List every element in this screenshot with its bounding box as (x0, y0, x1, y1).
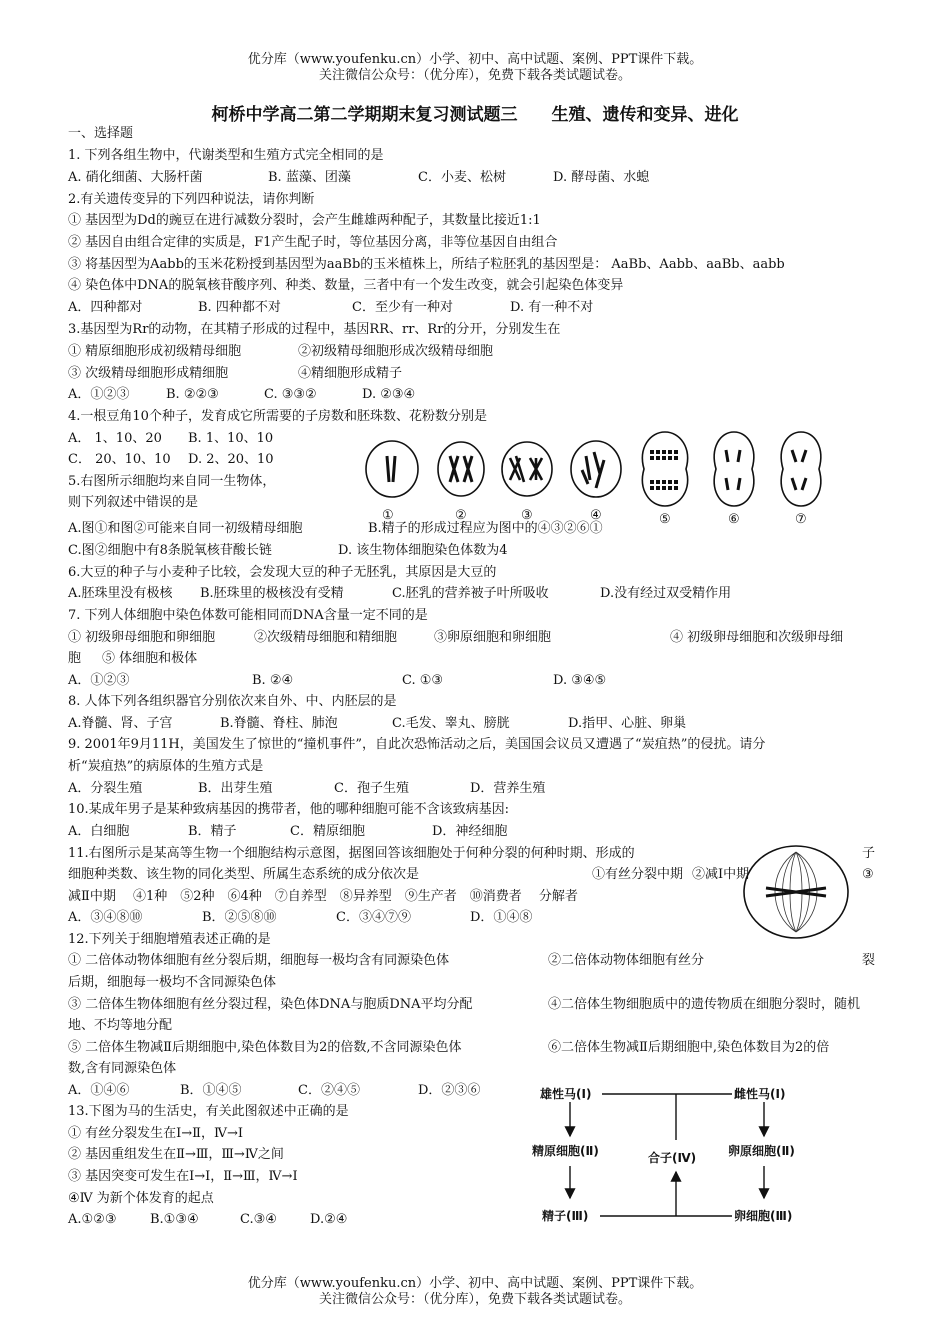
q7-statement-4-cont: 胞 (68, 651, 82, 666)
q2-option-d: D. 有一种不对 (510, 300, 594, 315)
q7-option-d: D. ③④⑤ (553, 673, 607, 688)
page-title (0, 100, 950, 125)
q11-option-c: C．③④⑦⑨ (336, 910, 411, 925)
q2-statement-4: ④ 染色体中DNA的脱氧核苷酸序列、种类、数量，三者中有一个发生改变，就会引起染色体变异 (68, 278, 624, 293)
q11-line-3: 减Ⅱ中期 ④1种 ⑤2种 ⑥4种 ⑦自养型 ⑧异养型 ⑨生产者 ⑩消费者 分解者 (68, 889, 578, 904)
q12-statement-6: ⑥二倍体生物减Ⅱ后期细胞中,染色体数目为2的倍 (548, 1040, 830, 1055)
q12-statement-2-cont: 后期，细胞每一极均不含同源染色体 (68, 975, 277, 990)
q13-statement-3: ③ 基因突变可发生在Ⅰ→Ⅰ，Ⅱ→Ⅲ，Ⅳ→Ⅰ (68, 1169, 298, 1184)
q10-option-d: D．神经细胞 (432, 824, 508, 839)
q9-stem-2: 析“炭疽热”的病原体的生殖方式是 (68, 759, 264, 774)
q13-option-b: B.①③④ (150, 1212, 199, 1227)
q12-stem: 12.下列关于细胞增殖表述正确的是 (68, 932, 271, 947)
q11-stem-1-end: 子 (862, 846, 876, 861)
q12-statement-4-cont: 地、不均等地分配 (68, 1018, 173, 1033)
q11-stem-2: 细胞种类数、该生物的同化类型、所属生态系统的成分依次是 (68, 867, 420, 882)
q5-cell-1 (366, 441, 418, 497)
q12-option-b: B．①④⑤ (180, 1083, 242, 1098)
q13-option-c: C.③④ (240, 1212, 277, 1227)
q1-option-a: A. 硝化细菌、大肠杆菌 (68, 170, 203, 185)
q5-stem-1: 5.右图所示细胞均来自同一生物体， (68, 474, 276, 489)
q2-option-c: C．至少有一种对 (352, 300, 453, 315)
q5-cell-4 (571, 441, 621, 497)
q13-male-horse: 雄性马(Ⅰ) (540, 1087, 592, 1101)
q1-option-b: B. 蓝藻、团藻 (268, 170, 351, 185)
q11-stem-1: 11.右图所示是某高等生物一个细胞结构示意图，据图回答该细胞处于何种分裂的何种时期、形成的 (68, 846, 635, 861)
q2-statement-2: ② 基因自由组合定律的实质是，F1产生配子时，等位基因分离，非等位基因自由组合 (68, 235, 558, 250)
q9-option-d: D．营养生殖 (470, 781, 546, 796)
q5-option-b: B.精子的形成过程应为图中的④③②⑥① (368, 521, 603, 536)
q5-label-2: ② (455, 508, 467, 523)
header-line-1: 优分库（www.youfenku.cn）小学、初中、高中试题、案例、PPT课件下载。 (247, 52, 703, 67)
q13-female-horse: 雌性马(Ⅰ) (734, 1087, 786, 1101)
q9-option-c: C．孢子生殖 (334, 781, 409, 796)
q7-statement-4: ④ 初级卵母细胞和次级卵母细 (670, 630, 844, 645)
q11-option-a: A．③④⑧⑩ (68, 910, 143, 925)
q7-option-c: C. ①③ (402, 673, 444, 688)
section-heading: 一、选择题 (68, 126, 134, 141)
q12-option-c: C．②④⑤ (298, 1083, 360, 1098)
q4-option-a: A． 1、10、20 (68, 431, 162, 446)
q11-option-b: B．②⑤⑧⑩ (202, 910, 277, 925)
q6-option-a: A.胚珠里没有极核 (68, 586, 173, 601)
q1-stem: 1. 下列各组生物中，代谢类型和生殖方式完全相同的是 (68, 148, 384, 163)
q3-statement-4: ④精细胞形成精子 (298, 366, 403, 381)
footer-line-1: 优分库（www.youfenku.cn）小学、初中、高中试题、案例、PPT课件下载。 (247, 1276, 703, 1291)
q3-statement-3: ③ 次级精母细胞形成精细胞 (68, 366, 229, 381)
q3-option-d: D. ②③④ (362, 387, 416, 402)
q3-option-c: C. ③③② (264, 387, 317, 402)
q13-egg: 卵细胞(Ⅲ) (734, 1209, 793, 1223)
header-line-2: 关注微信公众号：（优分库），免费下载各类试题试卷。 (318, 68, 631, 83)
q12-option-a: A．①④⑥ (68, 1083, 130, 1098)
q13-lifecycle-figure (532, 1074, 830, 1234)
q12-statement-4: ④二倍体生物细胞质中的遗传物质在细胞分裂时，随机 (548, 997, 861, 1012)
q12-statement-6-cont: 数,含有同源染色体 (68, 1061, 177, 1076)
q10-stem: 10.某成年男子是某种致病基因的携带者，他的哪种细胞可能不含该致病基因: (68, 802, 510, 817)
q8-stem: 8. 人体下列各组织器官分别依次来自外、中、内胚层的是 (68, 694, 397, 709)
q13-option-a: A.①②③ (68, 1212, 117, 1227)
title-sub: 生殖、遗传和变异、进化 (551, 105, 739, 125)
q2-statement-3: ③ 将基因型为Aabb的玉米花粉授到基因型为aaBb的玉米植株上，所结子粒胚乳的基因型是： AaBb、Aabb、aaBb、aabb (68, 257, 785, 272)
q8-option-c: C.毛发、睾丸、膀胱 (392, 716, 510, 731)
q13-spermatogonium: 精原细胞(Ⅱ) (532, 1144, 599, 1158)
q5-cell-5 (642, 432, 687, 506)
q13-option-d: D.②④ (310, 1212, 348, 1227)
q12-option-d: D．②③⑥ (418, 1083, 481, 1098)
q9-option-a: A．分裂生殖 (68, 781, 143, 796)
q13-statement-1: ① 有丝分裂发生在Ⅰ→Ⅱ，Ⅳ→Ⅰ (68, 1126, 244, 1141)
q13-statement-4: ④Ⅳ 为新个体发育的起点 (68, 1191, 214, 1206)
q6-option-c: C.胚乳的营养被子叶所吸收 (392, 586, 549, 601)
q10-option-a: A．白细胞 (68, 824, 130, 839)
q5-option-a: A.图①和图②可能来自同一初级精母细胞 (68, 521, 303, 536)
q4-option-c: C． 20、10、10 (68, 452, 171, 467)
q3-option-b: B. ②②③ (166, 387, 219, 402)
q13-stem: 13.下图为马的生活史，有关此图叙述中正确的是 (68, 1104, 349, 1119)
q8-option-b: B.脊髓、脊柱、肺泡 (220, 716, 338, 731)
q4-option-d: D. 2、20、10 (188, 452, 274, 467)
q11-statement-1: ①有丝分裂中期 (592, 867, 684, 882)
q5-label-6: ⑥ (728, 512, 740, 527)
q4-stem: 4.一根豆角10个种子，发育成它所需要的子房数和胚珠数、花粉数分别是 (68, 409, 487, 424)
q1-option-d: D. 酵母菌、水螅 (553, 170, 650, 185)
q2-statement-1: ① 基因型为Dd的豌豆在进行减数分裂时，会产生雌雄两种配子，其数量比接近1:1 (68, 213, 541, 228)
q9-option-b: B．出芽生殖 (198, 781, 273, 796)
q5-option-c: C.图②细胞中有8条脱氧核苷酸长链 (68, 543, 272, 558)
q12-statement-5: ⑤ 二倍体生物减Ⅱ后期细胞中,染色体数目为2的倍数,不含同源染色体 (68, 1040, 462, 1055)
q13-zygote: 合子(Ⅳ) (648, 1151, 697, 1165)
q5-label-4: ④ (590, 508, 602, 523)
q6-option-b: B.胚珠里的极核没有受精 (200, 586, 344, 601)
q7-statement-5: ⑤ 体细胞和极体 (102, 651, 198, 666)
q7-statement-1: ① 初级卵母细胞和卵细胞 (68, 630, 216, 645)
q5-label-1: ① (382, 508, 394, 523)
q2-option-a: A．四种都对 (68, 300, 143, 315)
q5-label-7: ⑦ (795, 512, 807, 527)
q6-option-d: D.没有经过双受精作用 (600, 586, 732, 601)
q5-option-d: D. 该生物体细胞染色体数为4 (338, 543, 508, 558)
q5-cell-6 (714, 432, 754, 506)
q7-option-b: B. ②④ (252, 673, 294, 688)
q5-label-5: ⑤ (659, 512, 671, 527)
q12-statement-2: ②二倍体动物体细胞有丝分 (548, 953, 705, 968)
q13-statement-2: ② 基因重组发生在Ⅱ→Ⅲ，Ⅲ→Ⅳ之间 (68, 1147, 284, 1162)
q7-statement-2: ②次级精母细胞和精细胞 (254, 630, 398, 645)
q13-sperm: 精子(Ⅲ) (542, 1209, 589, 1223)
q5-stem-2: 则下列叙述中错误的是 (68, 495, 199, 510)
q6-stem: 6.大豆的种子与小麦种子比较，会发现大豆的种子无胚乳，其原因是大豆的 (68, 565, 497, 580)
q11-spindle-figure (738, 840, 854, 944)
q11-option-d: D．①④⑧ (470, 910, 533, 925)
q12-statement-1: ① 二倍体动物体细胞有丝分裂后期，细胞每一极均含有同源染色体 (68, 953, 450, 968)
q7-option-a: A．①②③ (68, 673, 130, 688)
q2-stem: 2.有关遗传变异的下列四种说法，请你判断 (68, 192, 315, 207)
q3-statement-2: ②初级精母细胞形成次级精母细胞 (298, 344, 494, 359)
q8-option-d: D.指甲、心脏、卵巢 (568, 716, 687, 731)
q11-statement-2: ②减Ⅰ中期 (692, 867, 750, 882)
q10-option-c: C．精原细胞 (290, 824, 365, 839)
q5-cell-7 (781, 432, 821, 506)
q11-statement-3-start: ③ (862, 867, 874, 882)
footer-line-2: 关注微信公众号：（优分库），免费下载各类试题试卷。 (318, 1292, 631, 1307)
q2-option-b: B. 四种都不对 (198, 300, 281, 315)
q7-stem: 7. 下列人体细胞中染色体数可能相同而DNA含量一定不同的是 (68, 608, 428, 623)
q12-statement-3: ③ 二倍体生物体细胞有丝分裂过程，染色体DNA与胞质DNA平均分配 (68, 997, 473, 1012)
q1-option-c: C．小麦、松树 (418, 170, 506, 185)
q13-oogonium: 卵原细胞(Ⅱ) (728, 1144, 795, 1158)
q3-stem: 3.基因型为Rr的动物，在其精子形成的过程中，基因RR、rr、Rr的分开，分别发生在 (68, 322, 561, 337)
q5-label-3: ③ (521, 508, 533, 523)
q5-cell-3 (502, 442, 552, 496)
q3-statement-1: ① 精原细胞形成初级精母细胞 (68, 344, 242, 359)
q7-statement-3: ③卵原细胞和卵细胞 (434, 630, 552, 645)
q8-option-a: A.脊髓、肾、子宫 (68, 716, 173, 731)
title-main: 柯桥中学高二第二学期期末复习测试题三 (211, 105, 518, 125)
q12-statement-2-end: 裂 (862, 953, 876, 968)
q10-option-b: B．精子 (188, 824, 237, 839)
q3-option-a: A．①②③ (68, 387, 130, 402)
q4-option-b: B. 1、10、10 (188, 431, 274, 446)
q9-stem-1: 9. 2001年9月11H，美国发生了惊世的“撞机事件”，自此次恐怖活动之后，美国国会议员又遭遇了“炭疽热”的侵扰。请分 (68, 737, 766, 752)
q5-cell-2 (438, 442, 484, 496)
